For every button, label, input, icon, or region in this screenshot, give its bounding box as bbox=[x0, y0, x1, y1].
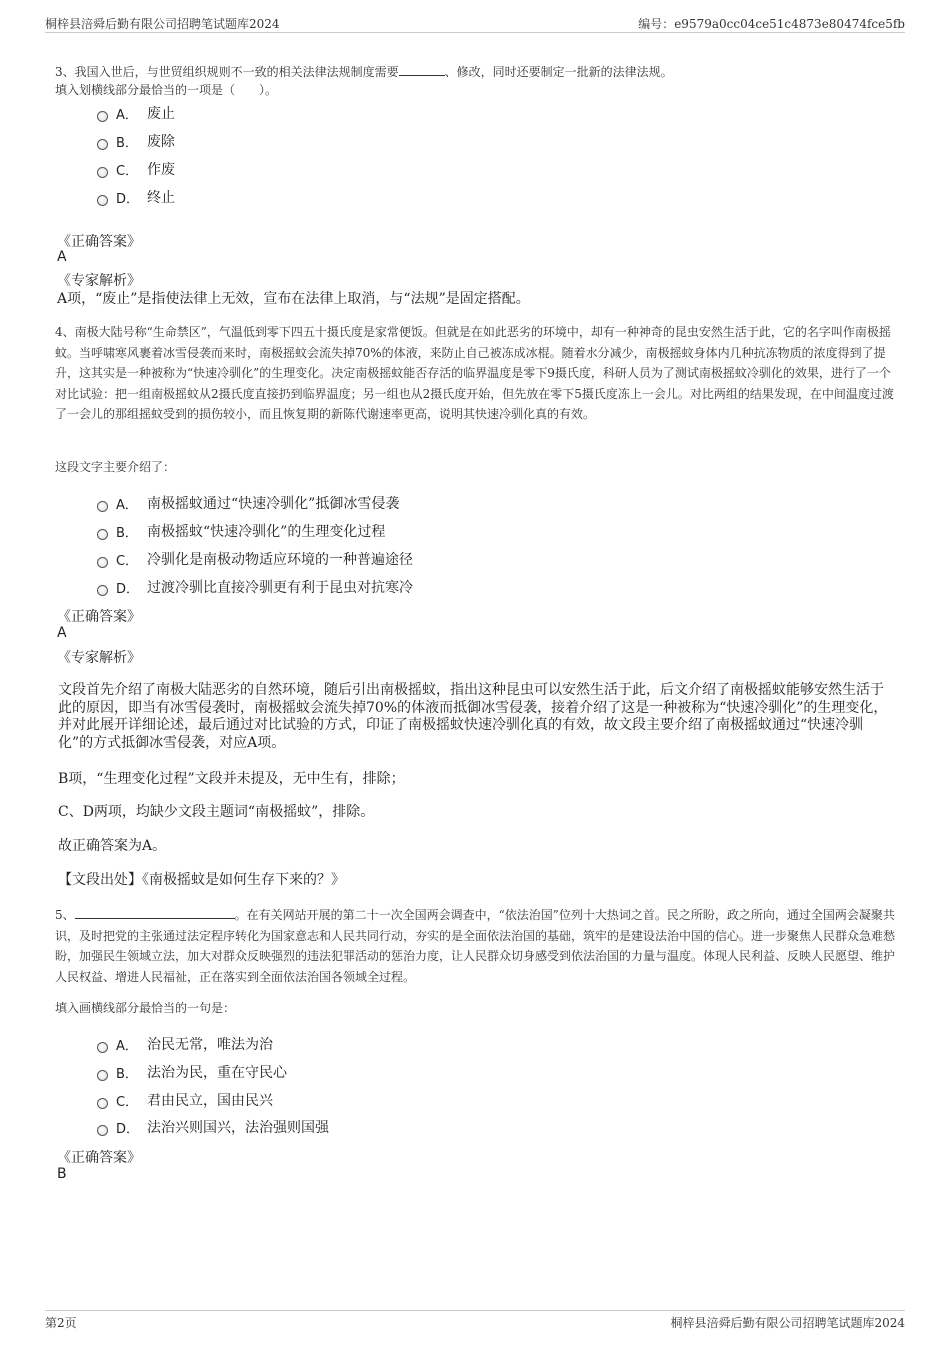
question-4-option-a[interactable]: A． 南极摇蚊通过“快速冷驯化”抵御冰雪侵袭 bbox=[97, 493, 399, 513]
question-5-option-a[interactable]: A． 治民无常，唯法为治 bbox=[97, 1034, 273, 1054]
radio-icon[interactable] bbox=[97, 529, 108, 540]
footer-divider bbox=[45, 1310, 905, 1311]
question-4-analysis-paragraph: 文段首先介绍了南极大陆恶劣的自然环境，随后引出南极摇蚊，指出这种昆虫可以安然生活于此，后文介绍了南极摇蚊能够安然生活于此的原因，即当有冰雪侵袭时，南极摇蚊会流失掉70%的体液而抵御冰雪侵袭，接着介绍了这是一种被称为“快速冷驯化”的生理变化，并对此展开详细论述，最后通过对比试验的方式，印证了南极摇蚊快速冷驯化真的有效，故文段主要介绍了南极摇蚊通过“快速冷驯化”的方式抵御冰雪侵袭，对应A项。 bbox=[58, 682, 888, 751]
question-3-answer-label: 《正确答案》 bbox=[57, 234, 141, 250]
question-4-answer: A bbox=[57, 625, 67, 641]
question-4-analysis-option-cd: C、D两项，均缺少文段主题词“南极摇蚊”，排除。 bbox=[58, 804, 375, 820]
footer-page-number: 第2页 bbox=[45, 1316, 77, 1330]
radio-icon[interactable] bbox=[97, 111, 108, 122]
question-3-text-before: 3、我国入世后，与世贸组织规则不一致的相关法律法规制度需要 bbox=[55, 65, 399, 79]
question-4-stem: 4、南极大陆号称“生命禁区”，气温低到零下四五十摄氏度是家常便饭。但就是在如此恶劣的环境中，却有一种神奇的昆虫安然生活于此，它的名字叫作南极摇蚊。当呼啸寒风裹着冰雪侵袭而来时，南极摇蚊会流失掉70%的体液，来防止自己被冻成冰棍。随着水分减少，南极摇蚊身体内几种抗冻物质的浓度得到了提升，这其实是一种被称为“快速冷驯化”的生理变化。决定南极摇蚊能否存活的临界温度是零下9摄氏度，科研人员为了测试南极摇蚊冷驯化的效果，进行了一个对比试验：把一组南极摇蚊从2摄氏度直接扔到临界温度；另一组也从2摄氏度开始，但先放在零下5摄氏度冻上一会儿。对比两组的结果发现，在中间温度过渡了一会儿的那组摇蚊受到的损伤较小，而且恢复期的新陈代谢速率更高，说明其快速冷驯化真的有效。 bbox=[55, 325, 894, 421]
header-divider bbox=[45, 32, 905, 33]
question-5-prompt: 填入画横线部分最恰当的一句是： bbox=[55, 1001, 236, 1015]
question-5-option-b[interactable]: B． 法治为民，重在守民心 bbox=[97, 1062, 287, 1082]
question-4-option-d[interactable]: D． 过渡冷驯比直接冷驯更有利于昆虫对抗寒冷 bbox=[97, 577, 413, 597]
question-5-option-c[interactable]: C． 君由民立，国由民兴 bbox=[97, 1090, 273, 1110]
question-4-answer-label: 《正确答案》 bbox=[57, 609, 141, 625]
question-3-analysis-label: 《专家解析》 bbox=[57, 273, 141, 289]
question-5-option-d[interactable]: D． 法治兴则国兴，法治强则国强 bbox=[97, 1117, 329, 1137]
radio-icon[interactable] bbox=[97, 1042, 108, 1053]
question-3-prompt: 填入划横线部分最恰当的一项是（ ）。 bbox=[55, 83, 278, 97]
question-3-text-after: 、修改，同时还要制定一批新的法律法规。 bbox=[444, 65, 673, 79]
question-3-option-b[interactable]: B． 废除 bbox=[97, 131, 175, 151]
question-5-answer-label: 《正确答案》 bbox=[57, 1150, 141, 1166]
question-4-option-b[interactable]: B． 南极摇蚊“快速冷驯化”的生理变化过程 bbox=[97, 521, 385, 541]
question-5-answer: B bbox=[57, 1166, 67, 1182]
radio-icon[interactable] bbox=[97, 501, 108, 512]
question-5-text-before: 5、 bbox=[55, 908, 75, 922]
radio-icon[interactable] bbox=[97, 195, 108, 206]
question-3-blank bbox=[399, 63, 445, 76]
question-3-option-c[interactable]: C． 作废 bbox=[97, 159, 175, 179]
footer-title: 桐梓县涪舜后勤有限公司招聘笔试题库2024 bbox=[670, 1316, 905, 1330]
header-title: 桐梓县涪舜后勤有限公司招聘笔试题库2024 bbox=[45, 17, 280, 31]
radio-icon[interactable] bbox=[97, 139, 108, 150]
radio-icon[interactable] bbox=[97, 1070, 108, 1081]
radio-icon[interactable] bbox=[97, 1098, 108, 1109]
question-4-prompt: 这段文字主要介绍了： bbox=[55, 460, 176, 474]
question-3-option-d[interactable]: D． 终止 bbox=[97, 187, 175, 207]
question-4-option-c[interactable]: C． 冷驯化是南极动物适应环境的一种普遍途径 bbox=[97, 549, 413, 569]
question-3-answer: A bbox=[57, 249, 67, 265]
question-3-analysis: A项，“废止”是指使法律上无效，宣布在法律上取消，与“法规”是固定搭配。 bbox=[57, 291, 530, 307]
question-4-analysis-option-b: B项，“生理变化过程”文段并未提及，无中生有，排除； bbox=[58, 771, 405, 787]
header-doc-id: 编号：e9579a0cc04ce51c4873e80474fce5fb bbox=[638, 17, 905, 31]
question-5-text-after: 。在有关网站开展的第二十一次全国两会调查中，“依法治国”位列十大热词之首。民之所盼，政之所向，通过全国两会凝聚共识，及时把党的主张通过法定程序转化为国家意志和人民共同行动，夯实的是全面依法治国的基础，筑牢的是建设法治中国的信心。进一步聚焦人民群众急难愁盼，加强民生领域立法，加大对群众反映强烈的违法犯罪活动的惩治力度，让人民群众切身感受到依法治国的力量与温度。体现人民利益、反映人民愿望、维护人民权益、增进人民福祉，正在落实到全面依法治国各领域全过程。 bbox=[55, 908, 896, 984]
question-4-analysis-label: 《专家解析》 bbox=[57, 650, 141, 666]
radio-icon[interactable] bbox=[97, 585, 108, 596]
question-4-source: 【文段出处】《南极摇蚊是如何生存下来的？》 bbox=[58, 872, 345, 888]
radio-icon[interactable] bbox=[97, 167, 108, 178]
question-5-stem bbox=[55, 905, 895, 987]
radio-icon[interactable] bbox=[97, 557, 108, 568]
question-4-analysis-final: 故正确答案为A。 bbox=[58, 838, 167, 854]
radio-icon[interactable] bbox=[97, 1125, 108, 1136]
question-5-blank bbox=[75, 906, 235, 919]
question-3-stem bbox=[55, 62, 895, 82]
question-3-option-a[interactable]: A． 废止 bbox=[97, 103, 175, 123]
